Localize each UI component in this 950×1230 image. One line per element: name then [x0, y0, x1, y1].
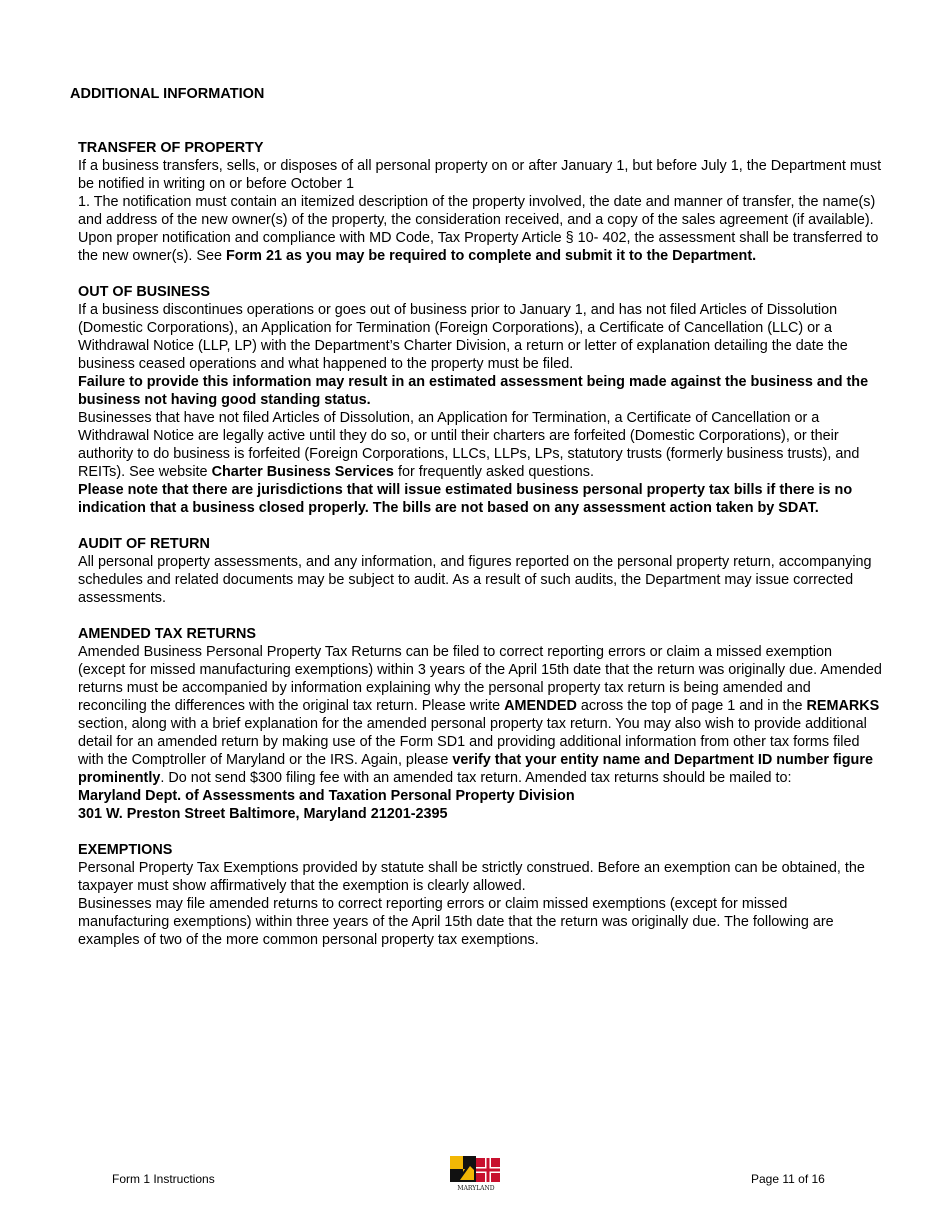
section-amended-tax-returns [78, 625, 882, 823]
paragraph: If a business transfers, sells, or disposes of all personal property on or after January 1, but before July 1, the Department must be notified in writing on or before October 1 [78, 158, 882, 192]
bold-text: Maryland Dept. of Assessments and Taxation Personal Property Division [78, 788, 575, 804]
mailing-address-line [78, 787, 882, 805]
text: section, along with a brief explanation for the amended personal property tax return. You may also wish to provide additional detail for an amended return by making use of the Form SD1 and providing additional information from other tax forms filed with the Comptroller of Maryland or the IRS. Again, please [78, 716, 867, 768]
section-transfer-of-property [78, 139, 882, 265]
footer-page-number: Page 11 of 16 [751, 1172, 825, 1186]
section-title: EXEMPTIONS [78, 842, 173, 858]
text: Amended Business Personal Property Tax Returns can be filed to correct reporting errors or claim a missed exemption (except for missed manufacturing exemptions) within 3 years of the April 15th date that the return was originally due. Amended returns must be accompanied by information explaining why the personal property tax return is being amended and reconciling the differences with the original tax return. Please write [78, 644, 882, 714]
paragraph [78, 643, 882, 787]
paragraph: Personal Property Tax Exemptions provided by statute shall be strictly construed. Before an exemption can be obtained, the taxpayer must show affirmatively that the exemption is clearly allowed. [78, 860, 865, 894]
section-title: AMENDED TAX RETURNS [78, 626, 257, 642]
paragraph: All personal property assessments, and any information, and figures reported on the personal property return, accompanying schedules and related documents may be subject to audit. As a result of such audits, the Department may issue corrected assessments. [78, 554, 872, 606]
section-title: AUDIT OF RETURN [78, 536, 210, 552]
paragraph: If a business discontinues operations or goes out of business prior to January 1, and has not filed Articles of Dissolution (Domestic Corporations), an Application for Termination (Foreign Corporations), a Certificate of Cancellation (LLC) or a Withdrawal Notice (LLP, LP) with the Department’s Charter Division, a return or letter of explanation detailing the date the business ceased operations and what happened to the property must be filed. [78, 302, 848, 372]
text: . Do not send $300 filing fee with an amended tax return. Amended tax returns should be mailed to: [160, 770, 792, 786]
bold-text: verify that your entity name and Department ID number figure prominently [78, 752, 873, 786]
mailing-address-line [78, 805, 882, 823]
charter-business-services-link[interactable]: Charter Business Services [211, 464, 394, 480]
text: across the top of page 1 and in the [576, 698, 807, 714]
bold-text: Failure to provide this information may result in an estimated assessment being made against the business and the business not having good standing status. [78, 374, 869, 408]
paragraph [78, 373, 882, 409]
bold-text: 301 W. Preston Street Baltimore, Maryland 21201-2395 [78, 806, 448, 822]
section-title: TRANSFER OF PROPERTY [78, 140, 264, 156]
section-out-of-business [78, 283, 882, 517]
bold-text: Form 21 as you may be required to complete and submit it to the Department. [225, 248, 757, 264]
bold-text: REMARKS [806, 698, 880, 714]
paragraph: Businesses may file amended returns to correct reporting errors or claim missed exemptions (except for missed manufacturing exemptions) within three years of the April 15th date that the return was originally due. The following are examples of two of the more common personal property tax exemptions. [78, 896, 834, 948]
bold-text: Please note that there are jurisdictions that will issue estimated business personal property tax bills if there is no indication that a business closed properly. The bills are not based on any assessment action taken by SDAT. [78, 482, 853, 516]
page-heading: ADDITIONAL INFORMATION [70, 86, 265, 102]
logo-text: MARYLAND [457, 1185, 495, 1192]
footer-form-name: Form 1 Instructions [112, 1172, 215, 1186]
paragraph [78, 193, 882, 265]
paragraph [78, 481, 882, 517]
main-content [78, 139, 882, 967]
section-exemptions [78, 841, 882, 949]
text: Businesses that have not filed Articles of Dissolution, an Application for Termination, a Certificate of Cancellation or a Withdrawal Notice are legally active until they do so, or until their charters are forfeited (Domestic Corporations), or their authority to do business is forfeited (Foreign Corporations, LLCs, LLPs, LPs, statutory trusts (formerly business trusts), and REITs). See website [78, 410, 860, 480]
maryland-logo-icon [450, 1156, 502, 1192]
section-audit-of-return [78, 535, 882, 607]
bold-text: AMENDED [504, 698, 577, 714]
text: for frequently asked questions. [393, 464, 594, 480]
paragraph [78, 409, 882, 481]
text: 1. The notification must contain an itemized description of the property involved, the date and manner of transfer, the name(s) and address of the new owner(s) of the property, the consideration received, and a copy of the sales agreement (if available). Upon proper notification and compliance with MD Code, Tax Property Article § 10- 402, the assessment shall be transferred to the new owner(s). See [78, 194, 879, 264]
section-title: OUT OF BUSINESS [78, 284, 210, 300]
